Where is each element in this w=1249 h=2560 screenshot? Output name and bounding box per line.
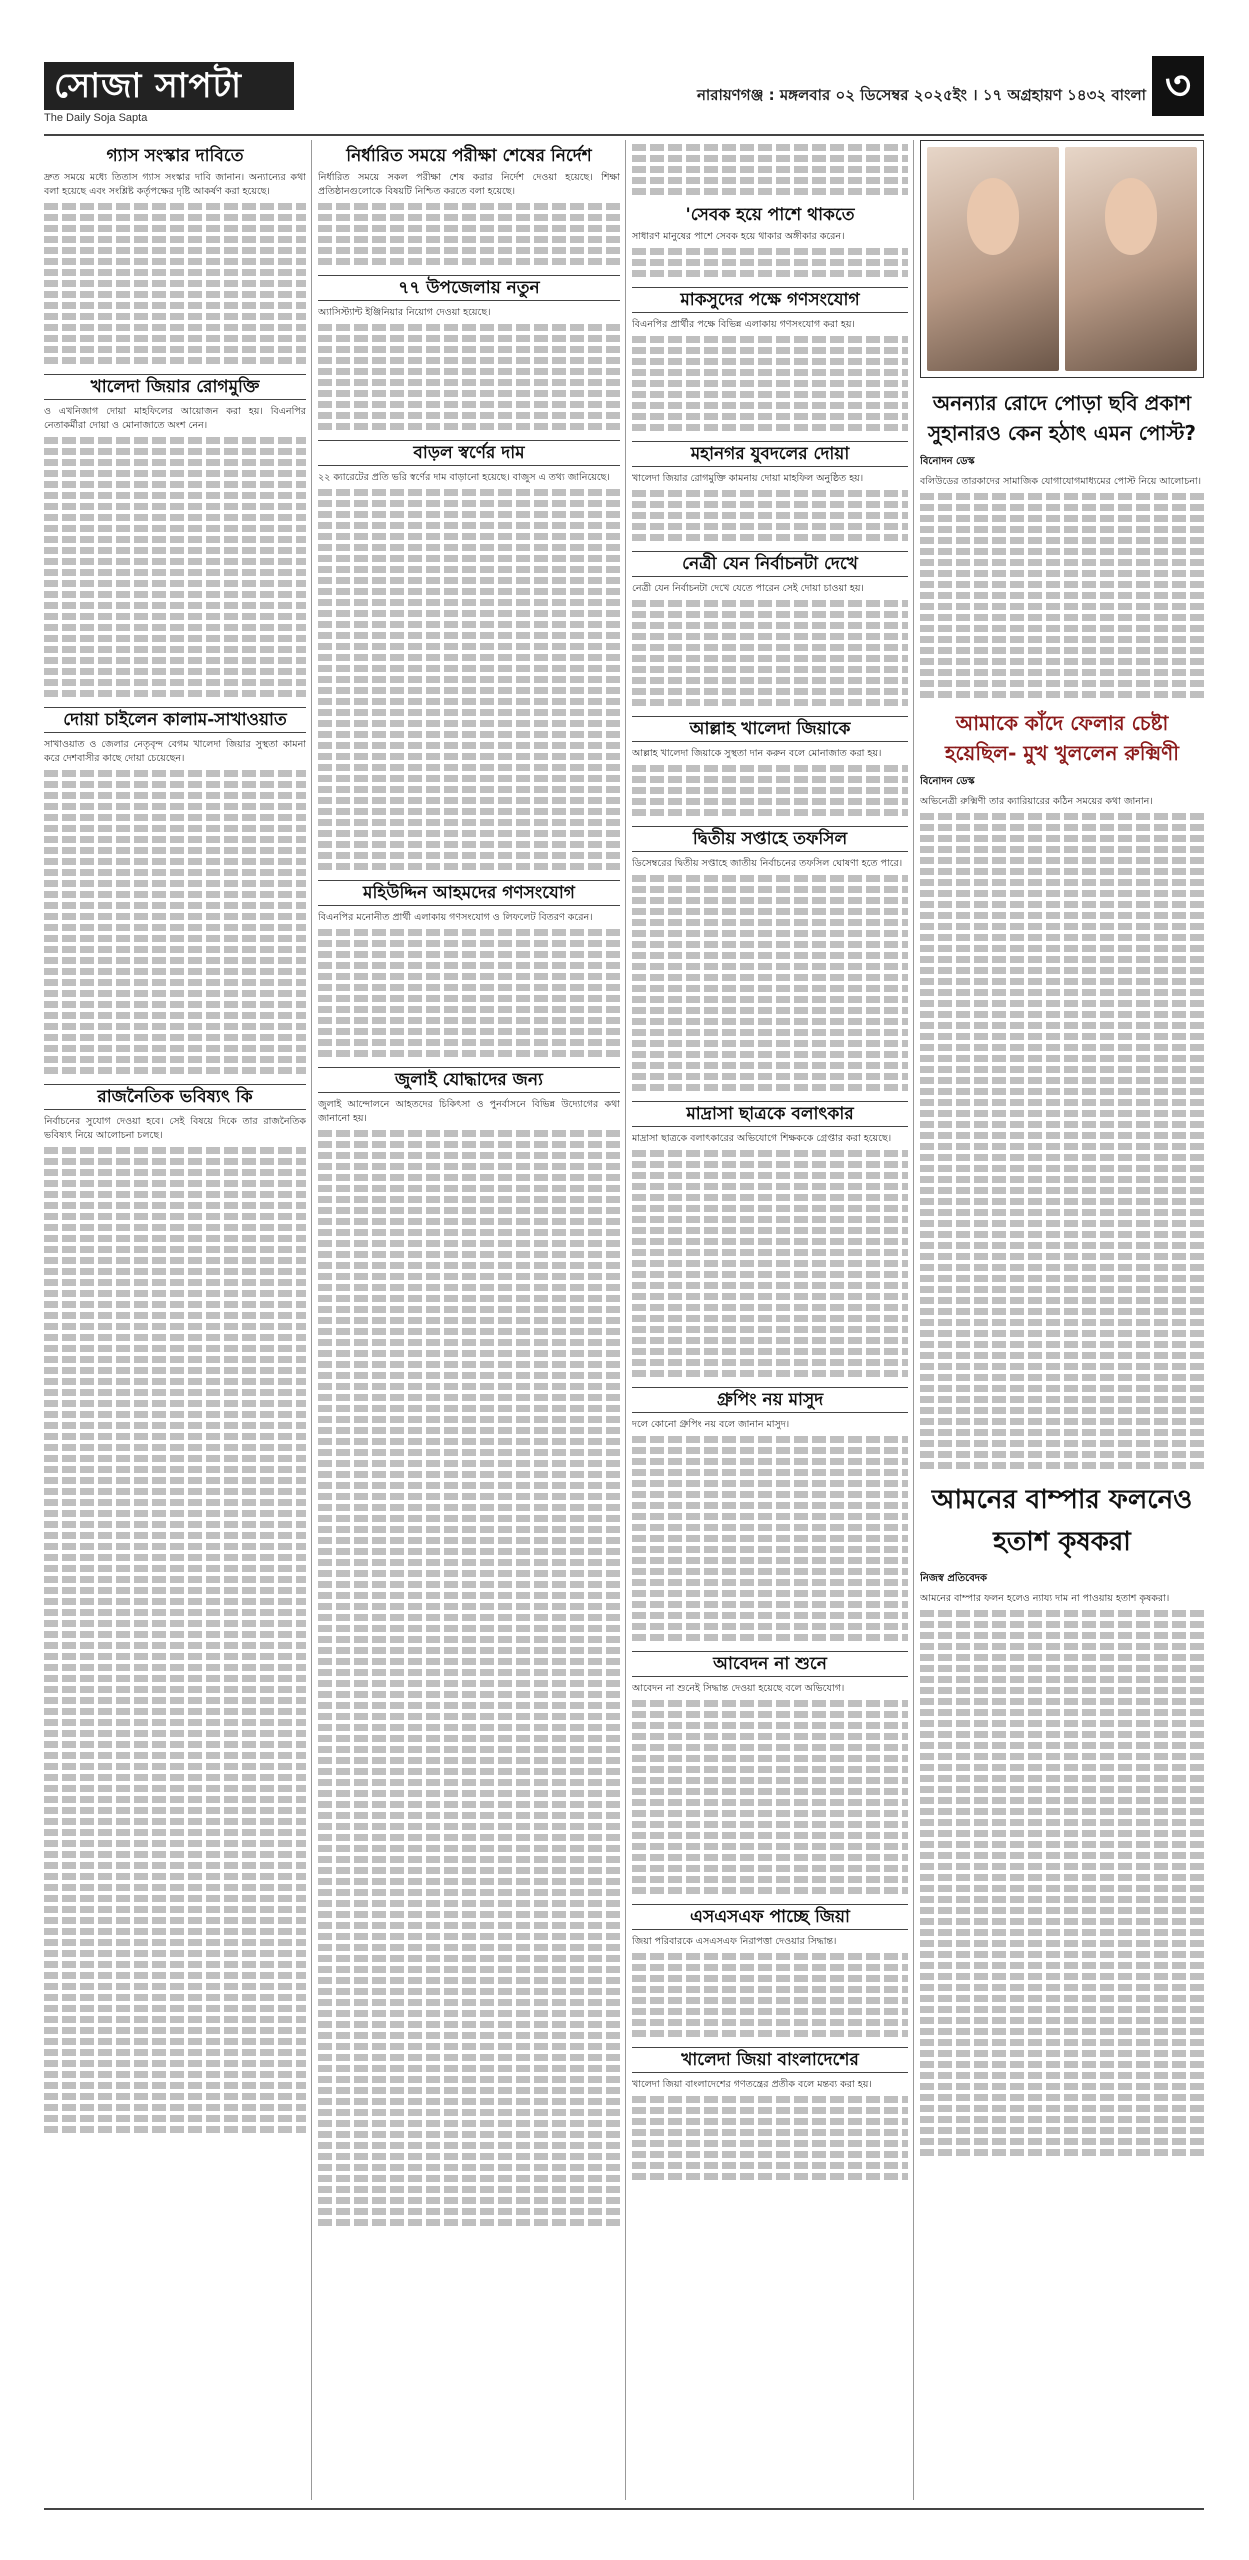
headline: মহানগর যুবদলের দোয়া	[632, 441, 908, 467]
story-text: অভিনেত্রী রুক্মিণী তার ক্যারিয়ারের কঠিন সময়ের কথা জানান।	[920, 796, 1153, 807]
headline: আমাকে কাঁদে ফেলার চেষ্টা হয়েছিল- মুখ খুললেন রুক্মিণী	[945, 711, 1179, 765]
page-number: ৩	[1152, 56, 1204, 116]
story-intro	[632, 144, 908, 195]
headline: মাদ্রাসা ছাত্রকে বলাৎকার	[632, 1101, 908, 1127]
headline: দোয়া চাইলেন কালাম-সাখাওয়াত	[44, 707, 306, 733]
story-text: আল্লাহ খালেদা জিয়াকে সুস্থতা দান করুন বলে মোনাজাত করা হয়।	[632, 748, 882, 759]
story-upazila	[318, 275, 620, 430]
story-jubodal	[632, 441, 908, 541]
story-text: খালেদা জিয়া বাংলাদেশের গণতন্ত্রের প্রতীক বলে মন্তব্য করা হয়।	[632, 2079, 872, 2090]
column-2	[318, 140, 620, 2500]
story-july-fighters	[318, 1067, 620, 2226]
headline: খালেদা জিয়া বাংলাদেশের	[632, 2047, 908, 2073]
column-3	[632, 140, 908, 2500]
story-text: দ্রুত সময়ে মধ্যে তিতাস গ্যাস সংস্কার দাবি জানান। অন্যান্যের কথা বলা হয়েছে এবং সংশ্লিষ্ট কর্তৃপক্ষের দৃষ্টি আকর্ষণ করা হয়েছে।	[44, 172, 306, 197]
headline: অনন্যার রোদে পোড়া ছবি প্রকাশ সুহানারও কেন হঠাৎ এমন পোস্ট?	[927, 391, 1197, 445]
story-khaleda-recovery	[44, 374, 306, 697]
headline: মহিউদ্দিন আহমদের গণসংযোগ	[318, 880, 620, 906]
header-divider	[44, 134, 1204, 136]
story-text: বলিউডের তারকাদের সামাজিক যোগাযোগমাধ্যমের পোস্ট নিয়ে আলোচনা।	[920, 476, 1202, 487]
column-1	[44, 140, 306, 2500]
byline: বিনোদন ডেস্ক	[920, 776, 975, 787]
story-text: বিএনপির প্রার্থীর পক্ষে বিভিন্ন এলাকায় গণসংযোগ করা হয়।	[632, 319, 855, 330]
story-kalam-sakhawat	[44, 707, 306, 1074]
story-grouping	[632, 1387, 908, 1641]
column-divider	[913, 140, 914, 2500]
story-allah	[632, 716, 908, 816]
footer-divider	[44, 2508, 1204, 2510]
column-divider	[311, 140, 312, 2500]
masthead	[44, 56, 1204, 134]
story-text: ডিসেম্বরের দ্বিতীয় সপ্তাহে জাতীয় নির্বাচনের তফসিল ঘোষণা হতে পারে।	[632, 858, 903, 869]
story-gold-price	[318, 440, 620, 870]
story-gas	[44, 146, 306, 364]
story-text: ও এখনিজাগ দোয়া মাহফিলের আয়োজন করা হয়। বিএনপির নেতাকর্মীরা দোয়া ও মোনাজাতে অংশ নেন।	[44, 406, 306, 431]
story-text: আমনের বাম্পার ফলন হলেও ন্যায্য দাম না পাওয়ায় হতাশ কৃষকরা।	[920, 1593, 1170, 1604]
headline: এসএসএফ পাচ্ছে জিয়া	[632, 1904, 908, 1930]
story-text: জুলাই আন্দোলনে আহতদের চিকিৎসা ও পুনর্বাসনে বিভিন্ন উদ্যোগের কথা জানানো হয়।	[318, 1099, 620, 1124]
headline: দ্বিতীয় সপ্তাহে তফসিল	[632, 826, 908, 852]
headline: নেত্রী যেন নির্বাচনটা দেখে	[632, 551, 908, 577]
story-text: অ্যাসিস্ট্যান্ট ইঞ্জিনিয়ার নিয়োগ দেওয়া হয়েছে।	[318, 307, 491, 318]
headline: আমনের বাম্পার ফলনেও হতাশ কৃষকরা	[931, 1485, 1193, 1557]
story-text: সাধারণ মানুষের পাশে সেবক হয়ে থাকার অঙ্গীকার করেন।	[632, 231, 845, 242]
headline: ৭৭ উপজেলায় নতুন	[318, 275, 620, 301]
story-tofsil	[632, 826, 908, 1091]
headline: গ্যাস সংস্কার দাবিতে	[106, 146, 244, 166]
story-text: নেত্রী যেন নির্বাচনটা দেখে যেতে পারেন সেই দোয়া চাওয়া হয়।	[632, 583, 864, 594]
story-khaleda-bangladesh	[632, 2047, 908, 2180]
headline: আল্লাহ খালেদা জিয়াকে	[632, 716, 908, 742]
column-4	[920, 140, 1204, 2500]
story-text: বিএনপির মনোনীত প্রার্থী এলাকায় গণসংযোগ ও লিফলেট বিতরণ করেন।	[318, 912, 593, 923]
newspaper-logo: সোজা সাপটা	[44, 62, 294, 110]
story-ssf	[632, 1904, 908, 2037]
story-text: খালেদা জিয়ার রোগমুক্তি কামনায় দোয়া মাহফিল অনুষ্ঠিত হয়।	[632, 473, 864, 484]
story-sebok	[632, 205, 908, 277]
headline: 'সেবক হয়ে পাশে থাকতে	[685, 205, 855, 225]
photo-pair	[920, 140, 1204, 378]
byline: নিজস্ব প্রতিবেদক	[920, 1573, 988, 1584]
story-mohiuddin	[318, 880, 620, 1057]
newspaper-logo-subtitle: The Daily Soja Sapta	[44, 112, 148, 124]
story-ananya	[920, 140, 1204, 698]
story-text: দলে কোনো গ্রুপিং নয় বলে জানান মাসুদ।	[632, 1419, 790, 1430]
headline: নির্ধারিত সময়ে পরীক্ষা শেষের নির্দেশ	[346, 146, 592, 166]
story-text: মাদ্রাসা ছাত্রকে বলাৎকারের অভিযোগে শিক্ষককে গ্রেপ্তার করা হয়েছে।	[632, 1133, 892, 1144]
story-text: জিয়া পরিবারকে এসএসএফ নিরাপত্তা দেওয়ার সিদ্ধান্ত।	[632, 1936, 837, 1947]
photo-suhana	[1065, 147, 1197, 371]
headline: খালেদা জিয়ার রোগমুক্তি	[44, 374, 306, 400]
story-maksud	[632, 287, 908, 431]
story-text: সাখাওয়াত ও জেলার নেতৃবৃন্দ বেগম খালেদা জিয়ার সুস্থতা কামনা করে দেশবাসীর কাছে দোয়া চেয়েছেন।	[44, 739, 306, 764]
story-text: আবেদন না শুনেই সিদ্ধান্ত দেওয়া হয়েছে বলে অভিযোগ।	[632, 1683, 845, 1694]
headline: বাড়ল স্বর্ণের দাম	[318, 440, 620, 466]
story-rukmini	[920, 708, 1204, 1469]
story-text: নির্বাচনের সুযোগ দেওয়া হবে। সেই বিষয়ে দিকে তার রাজনৈতিক ভবিষ্যৎ নিয়ে আলোচনা চলছে।	[44, 1116, 306, 1141]
story-political-future	[44, 1084, 306, 2133]
story-exam	[318, 146, 620, 265]
story-netri	[632, 551, 908, 706]
date-line: নারায়ণগঞ্জ : মঙ্গলবার ০২ ডিসেম্বর ২০২৫ইং । ১৭ অগ্রহায়ণ ১৪৩২ বাংলা	[696, 86, 1146, 104]
story-text: ২২ ক্যারেটের প্রতি ভরি স্বর্ণের দাম বাড়ানো হয়েছে। বাজুস এ তথ্য জানিয়েছে।	[318, 472, 610, 483]
column-divider	[625, 140, 626, 2500]
story-madrasa	[632, 1101, 908, 1377]
story-abedon	[632, 1651, 908, 1894]
photo-ananya	[927, 147, 1059, 371]
headline: আবেদন না শুনে	[632, 1651, 908, 1677]
story-aman-harvest	[920, 1479, 1204, 2156]
headline: মাকসুদের পক্ষে গণসংযোগ	[632, 287, 908, 313]
headline: জুলাই যোদ্ধাদের জন্য	[318, 1067, 620, 1093]
headline: রাজনৈতিক ভবিষ্যৎ কি	[44, 1084, 306, 1110]
story-text: নির্ধারিত সময়ে সকল পরীক্ষা শেষ করার নির্দেশ দেওয়া হয়েছে। শিক্ষা প্রতিষ্ঠানগুলোকে বিষয়টি নিশ্চিত করতে বলা হয়েছে।	[318, 172, 620, 197]
byline: বিনোদন ডেস্ক	[920, 456, 975, 467]
headline: গ্রুপিং নয় মাসুদ	[632, 1387, 908, 1413]
